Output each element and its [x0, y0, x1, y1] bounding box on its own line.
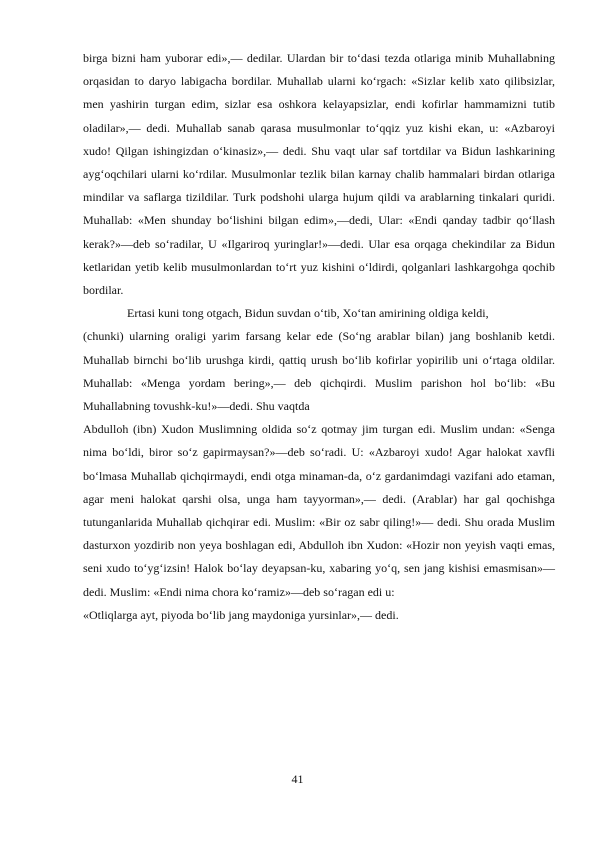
paragraph-3: (chunki) ularning oraligi yarim farsang kelar ede (So‘ng arablar bilan) jang boshlanib ketdi. Muhallab birnchi bo‘lib urushga kirdi, qattiq urush bo‘lib kofirlar yopirilib uni o‘rtaga oldilar. Muhallab: «Menga yordam bering»,— deb qichqirdi. Muslim parishon hol bo‘lib: «Bu Muhallabning tovushk-ku!»—dedi. Shu vaqtda [83, 329, 555, 414]
paragraph-2: Ertasi kuni tong otgach, Bidun suvdan o‘tib, Xo‘tan amirining oldiga keldi, [127, 306, 489, 321]
paragraph-4: Abdulloh (ibn) Xudon Muslimning oldida so‘z qotmay jim turgan edi. Muslim undan: «Senga nima bo‘ldi, biror so‘z gapirmaysan?»—deb so‘radi. U: «Azbaroyi xudo! Agar halokat xavfli bo‘lmasa Muhallab qichqirmaydi, endi otga minaman-da, o‘z gardanimdagi vazifani ado etaman, agar meni halokat qarshi olsa, unga ham tayyorman»,— dedi. (Arablar) har gal qochishga tutunganlarida Muhallab qichqirar edi. Muslim: «Bir oz sabr qiling!»— dedi. Shu orada Muslim dasturxon yozdirib non yeya boshlagan edi, Abdulloh ibn Xudon: «Hozir non yeyish vaqti emas, seni xudo to‘yg‘izsin! Halok bo‘lay deyapsan-ku, xabaring yo‘q, sen jang kishisi emasmisan»—dedi. Muslim: «Endi nima chora ko‘ramiz»—deb so‘ragan edi u: [83, 422, 555, 599]
page-number: 41 [291, 772, 304, 786]
paragraph-1: birga bizni ham yuborar edi»,— dedilar. Ulardan bir to‘dasi tezda otlariga minib Muhallabning orqasidan to daryo labigacha bordilar. Muhallab ularni ko‘rgach: «Sizlar kelib xato qilibsizlar, men yashirin turgan edim, sizlar esa oshkora kelayapsizlar, endi kofirlar hammamizni tutib oladilar»,— dedi. Muhallab sanab qarasa musulmonlar to‘qqiz yuz kishi ekan, u: «Azbaroyi xudo! Qilgan ishingizdan o‘kinasiz»,— dedi. Shu vaqt ular saf tortdilar va Bidun lashkarining ayg‘oqchilari ularni ko‘rdilar. Musulmonlar tezlik bilan karnay chalib hammalari birdan otlariga mindilar va saflarga tizildilar. Turk podshohi ularga hujum qildi va arablarning tinkalari quridi. Muhallab: «Men shunday bo‘lishini bilgan edim»,—dedi, Ular: «Endi qanday tadbir qo‘llash kerak?»—deb so‘radilar, U «Ilgariroq yuringlar!»—dedi. Ular esa orqaga chekindilar za Bidun ketlaridan yetib kelib musulmonlardan to‘rt yuz kishini o‘ldirdi, qolganlari lashkargohga qochib bordilar. [83, 51, 555, 298]
page-body [83, 47, 555, 627]
paragraph-5: «Otliqlarga ayt, piyoda bo‘lib jang maydoniga yursinlar»,— dedi. [83, 607, 399, 622]
